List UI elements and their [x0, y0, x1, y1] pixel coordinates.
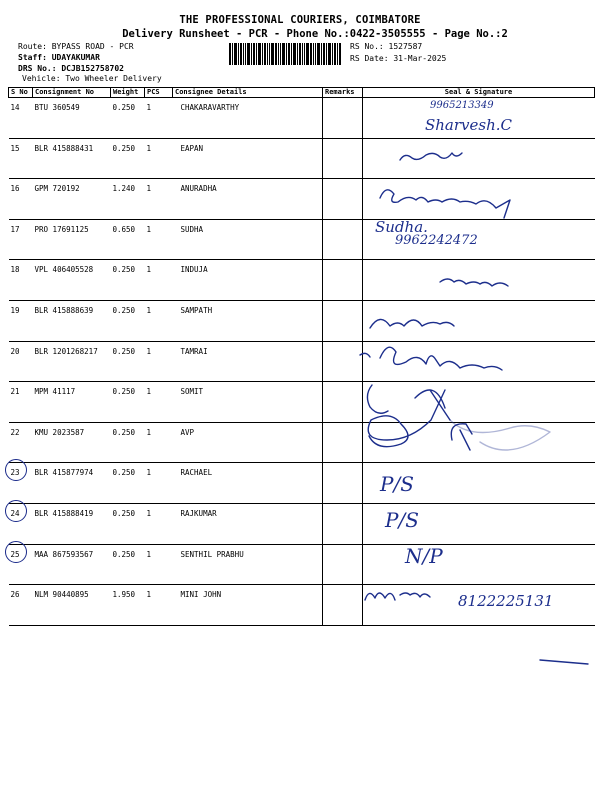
route-label: Route: BYPASS ROAD - PCR [18, 42, 134, 51]
cell-consignee [173, 179, 323, 220]
cell-consignee-text: SUDHA [180, 224, 204, 234]
cell-pcs [145, 179, 173, 220]
cell-consignment [33, 544, 111, 585]
cell-sno-text: 20 [10, 346, 20, 356]
cell-pcs [145, 544, 173, 585]
cell-consignment [33, 503, 111, 544]
cell-sno-text: 26 [10, 590, 20, 600]
cell-consignee-text: SOMIT [180, 387, 204, 397]
cell-weight [111, 503, 145, 544]
cell-consignee-text: RACHAEL [180, 468, 213, 478]
cell-weight [111, 422, 145, 463]
cell-sno-text: 21 [10, 387, 20, 397]
cell-consignee [173, 341, 323, 382]
cell-pcs [145, 219, 173, 260]
cell-remarks [323, 300, 363, 341]
cell-consignee [173, 463, 323, 504]
cell-consignment [33, 422, 111, 463]
cell-remarks [323, 503, 363, 544]
signature-icon [400, 153, 462, 160]
cell-consignee-text: SAMPATH [180, 305, 213, 315]
cell-pcs-text: 1 [146, 143, 152, 153]
cell-sno [9, 260, 33, 301]
cell-sno [9, 463, 33, 504]
cell-consignment [33, 382, 111, 423]
circle-mark-icon [5, 500, 27, 522]
cell-consignee [173, 300, 323, 341]
cell-pcs-text: 1 [146, 590, 152, 600]
cell-remarks [323, 422, 363, 463]
cell-remarks [323, 544, 363, 585]
cell-weight [111, 585, 145, 626]
cell-sno-text: 15 [10, 143, 20, 153]
rs-date: RS Date: 31-Mar-2025 [350, 54, 447, 63]
cell-consignee-text: AVP [180, 427, 195, 437]
cell-sno-text: 14 [10, 103, 20, 112]
cell-consignee [173, 219, 323, 260]
cell-weight-text: 1.240 [112, 184, 136, 194]
cell-weight-text: 0.250 [112, 387, 136, 397]
cell-consignee [173, 382, 323, 423]
cell-pcs-text: 1 [146, 265, 152, 275]
cell-pcs [145, 585, 173, 626]
cell-sno [9, 179, 33, 220]
cell-sno [9, 300, 33, 341]
header-signature: Seal & Signature [363, 88, 595, 98]
cell-pcs-text: 1 [146, 346, 152, 356]
header-pcs: PCS [145, 88, 173, 98]
cell-weight-text: 0.250 [112, 305, 136, 315]
cell-consignment-text: BTU 360549 [34, 103, 80, 112]
cell-weight [111, 341, 145, 382]
cell-consignment-text: GPM 720192 [34, 184, 80, 194]
cell-pcs-text: 1 [146, 224, 152, 234]
header-consignee: Consignee Details [173, 88, 323, 98]
cell-consignment [33, 138, 111, 179]
cell-weight-text: 0.250 [112, 346, 136, 356]
cell-consignment [33, 98, 111, 139]
cell-pcs-text: 1 [146, 549, 152, 559]
cell-pcs [145, 382, 173, 423]
cell-consignee-text: RAJKUMAR [180, 508, 217, 518]
cell-consignment-text: VPL 406405528 [34, 265, 94, 275]
cell-pcs-text: 1 [146, 508, 152, 518]
cell-sno-text: 23 [10, 468, 20, 478]
cell-sno [9, 138, 33, 179]
cell-weight [111, 463, 145, 504]
cell-consignee [173, 544, 323, 585]
handwritten-phone: 9962242472 [395, 233, 478, 248]
cell-consignment-text: BLR 415888639 [34, 305, 94, 315]
cell-consignment-text: BLR 1201268217 [34, 346, 98, 356]
signature-icon [370, 319, 454, 328]
cell-pcs [145, 422, 173, 463]
cell-consignment-text: MPM 41117 [34, 387, 76, 397]
cell-weight-text: 0.250 [112, 103, 136, 112]
cell-sno [9, 503, 33, 544]
cell-sno [9, 544, 33, 585]
cell-remarks [323, 98, 363, 139]
handwritten-remark: P/S [380, 472, 414, 496]
cell-sno [9, 341, 33, 382]
cell-remarks [323, 341, 363, 382]
cell-consignment [33, 179, 111, 220]
cell-consignee-text: ANURADHA [180, 184, 217, 194]
drs-label: DRS No.: DCJB152758702 [18, 64, 124, 73]
signature-icon [365, 593, 430, 600]
cell-consignment-text: KMU 2023587 [34, 427, 85, 437]
vehicle-label: Vehicle: Two Wheeler Delivery [22, 74, 162, 83]
cell-remarks [323, 138, 363, 179]
cell-pcs-text: 1 [146, 305, 152, 315]
cell-pcs [145, 98, 173, 139]
cell-remarks [323, 260, 363, 301]
cell-sno-text: 24 [10, 508, 20, 518]
cell-sno-text: 18 [10, 265, 20, 275]
cell-pcs-text: 1 [146, 103, 152, 112]
circle-mark-icon [5, 541, 27, 563]
table-header-row [9, 88, 595, 98]
cell-weight [111, 98, 145, 139]
cell-pcs [145, 300, 173, 341]
cell-consignee [173, 98, 323, 139]
cell-consignee-text: SENTHIL PRABHU [180, 549, 244, 559]
cell-weight-text: 1.950 [112, 590, 136, 600]
handwritten-remark: N/P [405, 544, 443, 568]
cell-sno [9, 98, 33, 139]
handwritten-remark: P/S [385, 508, 419, 532]
cell-consignee [173, 260, 323, 301]
cell-weight-text: 0.250 [112, 468, 136, 478]
cell-consignment-text: BLR 415888431 [34, 143, 94, 153]
cell-consignment-text: NLM 90440895 [34, 590, 89, 600]
rs-number: RS No.: 1527587 [350, 42, 423, 51]
header-weight: Weight [111, 88, 145, 98]
cell-consignment [33, 300, 111, 341]
handwritten-phone: 8122225131 [458, 592, 554, 610]
cell-sno [9, 585, 33, 626]
cell-sno [9, 219, 33, 260]
cell-pcs-text: 1 [146, 468, 152, 478]
handwritten-name: Sudha. [375, 218, 428, 236]
cell-sno-text: 25 [10, 549, 20, 559]
signature-icon [380, 190, 510, 218]
cell-consignee-text: EAPAN [180, 143, 204, 153]
runsheet-title: Delivery Runsheet - PCR - Phone No.:0422-3505555 - Page No.:2 [122, 28, 508, 40]
cell-consignment-text: PRO 17691125 [34, 224, 89, 234]
cell-remarks [323, 179, 363, 220]
cell-pcs-text: 1 [146, 427, 152, 437]
signature-scribbles [360, 140, 590, 620]
cell-pcs [145, 463, 173, 504]
circle-mark-icon [5, 459, 27, 481]
header-consignment: Consignment No [33, 88, 111, 98]
cell-weight [111, 179, 145, 220]
cell-remarks [323, 219, 363, 260]
cell-weight [111, 382, 145, 423]
signature-icon [440, 279, 508, 286]
cell-consignment-text: BLR 415888419 [34, 508, 94, 518]
cell-consignee-text: CHAKARAVARTHY [180, 103, 240, 112]
cell-consignee [173, 422, 323, 463]
cell-sno-text: 19 [10, 305, 20, 315]
cell-sno-text: 22 [10, 427, 20, 437]
cell-weight-text: 0.250 [112, 549, 136, 559]
cell-weight [111, 544, 145, 585]
cell-consignee [173, 503, 323, 544]
handwritten-name: Sharvesh.C [425, 116, 513, 134]
cell-pcs [145, 341, 173, 382]
cell-pcs-text: 1 [146, 184, 152, 194]
cell-remarks [323, 382, 363, 423]
cell-consignment [33, 341, 111, 382]
cell-consignee-text: MINI JOHN [180, 590, 222, 600]
cell-weight [111, 260, 145, 301]
cell-consignment-text: BLR 415877974 [34, 468, 94, 478]
company-title: THE PROFESSIONAL COURIERS, COIMBATORE [179, 14, 421, 26]
header-remarks: Remarks [323, 88, 363, 98]
cell-consignee [173, 585, 323, 626]
cell-remarks [323, 585, 363, 626]
cell-consignment [33, 260, 111, 301]
cell-consignment [33, 463, 111, 504]
cell-consignment [33, 219, 111, 260]
cell-weight-text: 0.250 [112, 265, 136, 275]
cell-weight-text: 0.250 [112, 427, 136, 437]
cell-consignee [173, 138, 323, 179]
cell-weight [111, 219, 145, 260]
header-sno: S No [9, 88, 33, 98]
cell-pcs [145, 503, 173, 544]
cell-remarks [323, 463, 363, 504]
cell-weight [111, 138, 145, 179]
signature-icon [360, 347, 502, 370]
cell-sno-text: 17 [10, 224, 20, 234]
cell-weight-text: 0.650 [112, 224, 136, 234]
cell-sno [9, 382, 33, 423]
cell-sno [9, 422, 33, 463]
cell-weight [111, 300, 145, 341]
pen-mark-icon [540, 660, 588, 664]
cell-consignee-text: INDUJA [180, 265, 208, 275]
handwritten-phone: 9965213349 [430, 100, 494, 111]
cell-pcs [145, 260, 173, 301]
staff-label: Staff: UDAYAKUMAR [18, 53, 100, 62]
cell-pcs-text: 1 [146, 387, 152, 397]
barcode-image [229, 43, 341, 65]
cell-weight-text: 0.250 [112, 143, 136, 153]
cell-weight-text: 0.250 [112, 508, 136, 518]
cell-sno-text: 16 [10, 184, 20, 194]
cell-consignee-text: TAMRAI [180, 346, 208, 356]
signature-icon [367, 385, 472, 450]
cell-consignment [33, 585, 111, 626]
cell-consignment-text: MAA 867593567 [34, 549, 94, 559]
cell-pcs [145, 138, 173, 179]
